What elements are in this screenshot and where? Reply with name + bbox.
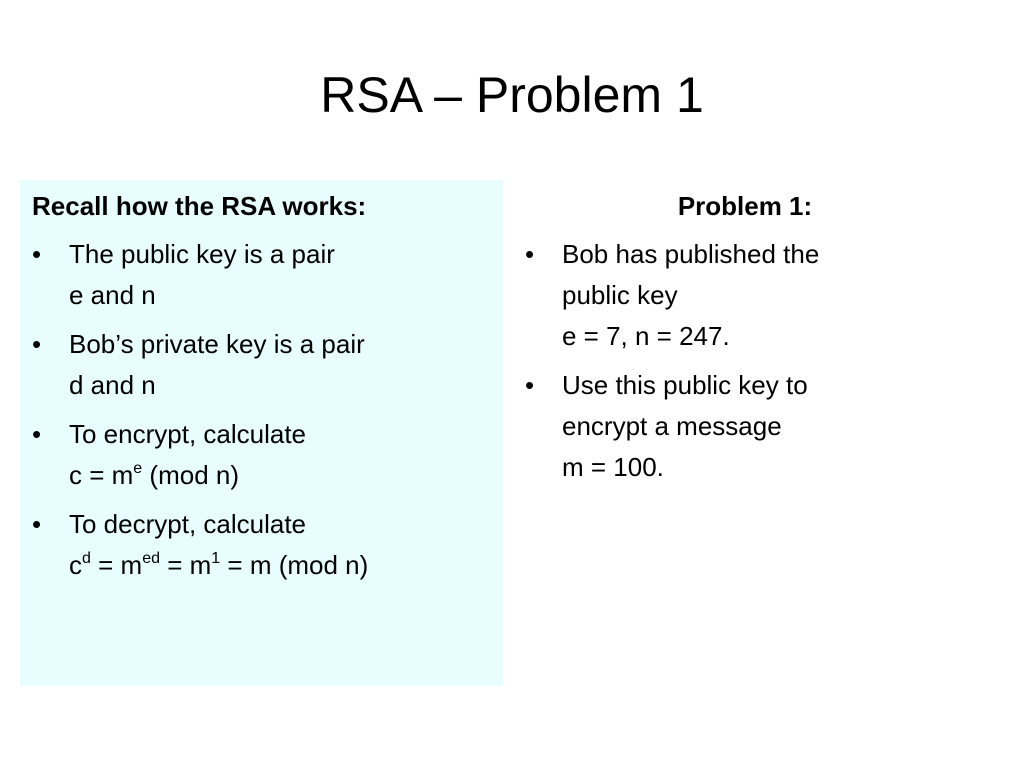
bullet-text: e = 7, n = 247. <box>562 321 730 351</box>
bullet-text: Bob has published the <box>562 239 820 269</box>
bullet-icon: • <box>32 239 42 269</box>
formula-part: = m <box>90 550 143 580</box>
list-item <box>32 504 491 586</box>
bullet-icon: • <box>32 509 42 539</box>
bullet-text: Bob’s private key is a pair <box>69 329 365 359</box>
recall-bullet-list <box>32 234 491 586</box>
formula-exponent: 1 <box>211 550 221 567</box>
bullet-text: Use this public key to <box>562 370 808 400</box>
bullet-text: The public key is a pair <box>69 239 335 269</box>
list-item <box>32 324 491 406</box>
bullet-icon: • <box>32 419 42 449</box>
formula-exponent: ed <box>142 550 160 567</box>
recall-panel <box>20 180 503 686</box>
list-item <box>32 414 491 496</box>
list-item <box>525 234 965 357</box>
decrypt-formula <box>69 545 491 586</box>
bullet-icon: • <box>525 370 535 400</box>
problem-panel <box>525 180 965 496</box>
bullet-text: m = 100. <box>562 452 664 482</box>
formula-part: = m (mod n) <box>220 550 369 580</box>
problem-heading: Problem 1: <box>677 191 813 221</box>
list-item <box>525 365 965 488</box>
bullet-icon: • <box>525 239 535 269</box>
recall-heading: Recall how the RSA works: <box>32 191 367 221</box>
bullet-text: public key <box>562 280 678 310</box>
formula-part: c = m <box>69 460 134 490</box>
bullet-icon: • <box>32 329 42 359</box>
formula-part: (mod n) <box>142 460 240 490</box>
bullet-text: encrypt a message <box>562 411 782 441</box>
bullet-text: To encrypt, calculate <box>69 419 307 449</box>
problem-bullet-list <box>525 234 965 488</box>
bullet-text: To decrypt, calculate <box>69 509 307 539</box>
bullet-text: e and n <box>69 280 156 310</box>
list-item <box>32 234 491 316</box>
formula-exponent: d <box>82 550 91 567</box>
encrypt-formula <box>69 455 491 496</box>
bullet-text: d and n <box>69 370 156 400</box>
formula-exponent: e <box>133 460 143 477</box>
formula-part: c <box>69 550 82 580</box>
slide-title: RSA – Problem 1 <box>320 67 704 123</box>
formula-part: = m <box>160 550 212 580</box>
